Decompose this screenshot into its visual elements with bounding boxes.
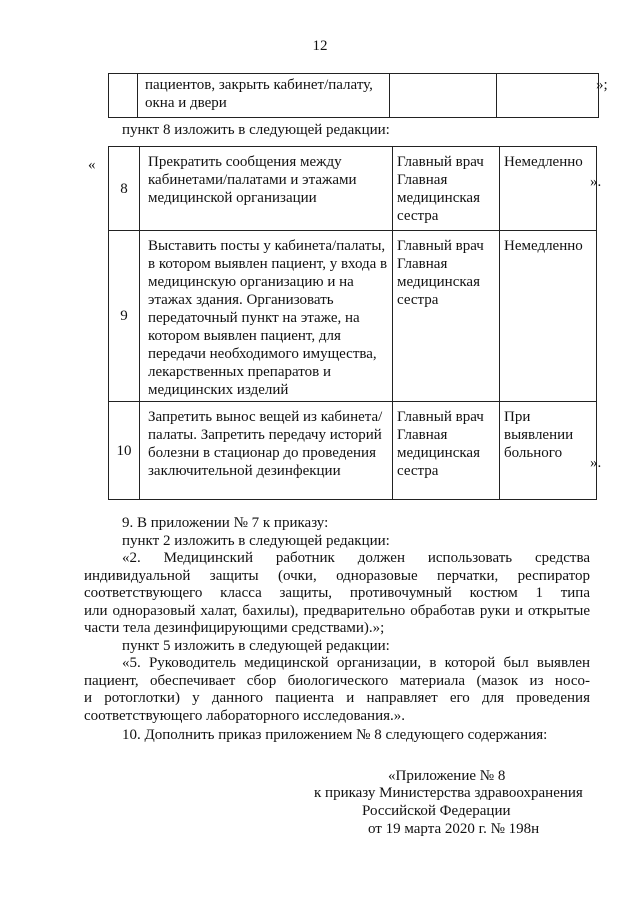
row-deadline: При выявлении больного xyxy=(500,402,597,500)
intro-line: пункт 8 изложить в следующей редакции: xyxy=(122,122,390,138)
body-line: «2. Медицинский работник должен использовать средства xyxy=(122,550,590,566)
table-row-10 xyxy=(109,402,597,500)
page-number: 12 xyxy=(312,38,328,54)
item-9-heading: 9. В приложении № 7 к приказу: xyxy=(122,515,329,531)
main-table xyxy=(108,146,597,500)
top-table-num-cell xyxy=(109,74,138,118)
top-table-responsible-cell xyxy=(390,74,497,118)
body-line: пациент, обеспечивает сбор биологического материала (мазок из носо- xyxy=(84,673,590,689)
appendix-title: «Приложение № 8 xyxy=(388,768,506,784)
appendix-line: к приказу Министерства здравоохранения xyxy=(314,785,583,801)
body-line: части тела дезинфицирующими средствами).»; xyxy=(84,620,385,636)
row-action: Прекратить сообщения между кабинетами/палатами и этажами медицинской организации xyxy=(140,147,393,231)
row-number: 8 xyxy=(109,147,140,231)
body-line: соответствующего лабораторного исследования.». xyxy=(84,708,406,724)
table-row-9 xyxy=(109,231,597,402)
top-table-action-cell: пациентов, закрыть кабинет/палату, окна и двери xyxy=(138,74,390,118)
top-table-close-quote: »; xyxy=(596,77,608,93)
row-10-close-quote: ». xyxy=(590,455,602,471)
row-action: Выставить посты у кабинета/палаты, в котором выявлен пациент, у входа в медицинскую организацию и на этажах здания. Организовать передаточный пункт на этаже, на котором выявлен пациент, для передачи необходимого имущества, лекарственных препаратов и медицинских изделий xyxy=(140,231,393,402)
row-responsible: Главный врач Главная медицинская сестра xyxy=(393,147,500,231)
row-responsible: Главный врач Главная медицинская сестра xyxy=(393,231,500,402)
row-number: 9 xyxy=(109,231,140,402)
row-number: 10 xyxy=(109,402,140,500)
appendix-line: Российской Федерации xyxy=(362,803,511,819)
body-line: пункт 2 изложить в следующей редакции: xyxy=(122,533,390,549)
item-10-heading: 10. Дополнить приказ приложением № 8 следующего содержания: xyxy=(122,727,548,743)
body-line: соответствующего класса защиты, противочумный костюм 1 типа xyxy=(84,585,590,601)
row-action: Запретить вынос вещей из кабинета/палаты. Запретить передачу историй болезни в стационар до проведения заключительной дезинфекции xyxy=(140,402,393,500)
body-line: индивидуальной защиты (очки, одноразовые перчатки, респиратор xyxy=(84,568,590,584)
top-table xyxy=(108,73,599,118)
top-table-deadline-cell xyxy=(497,74,599,118)
table-row-8 xyxy=(109,147,597,231)
row-deadline: Немедленно xyxy=(500,231,597,402)
main-table-open-quote: « xyxy=(88,157,96,173)
body-line: пункт 5 изложить в следующей редакции: xyxy=(122,638,390,654)
row-deadline: Немедленно xyxy=(500,147,597,231)
row-responsible: Главный врач Главная медицинская сестра xyxy=(393,402,500,500)
appendix-date-number: от 19 марта 2020 г. № 198н xyxy=(368,821,540,837)
body-line: и ротоглотки) у данного пациента и направляет его для проведения xyxy=(84,690,590,706)
body-line: или одноразовый халат, бахилы), предварительно обработав руки и открытые xyxy=(84,603,590,619)
row-8-close-quote: ». xyxy=(590,174,602,190)
body-line: «5. Руководитель медицинской организации, в которой был выявлен xyxy=(122,655,590,671)
